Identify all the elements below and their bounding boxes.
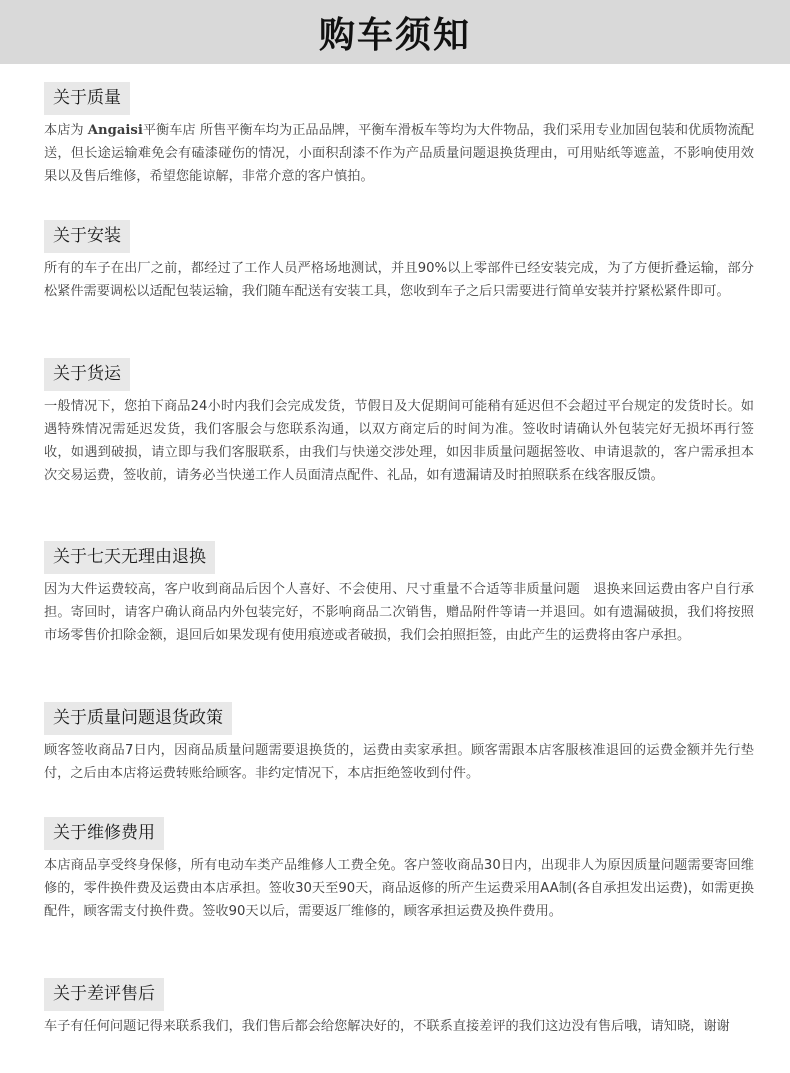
section-title: 关于货运 (44, 358, 130, 391)
page-header (0, 0, 790, 64)
section-title: 关于安装 (44, 220, 130, 253)
section-body: 一般情况下，您拍下商品24小时内我们会完成发货，节假日及大促期间可能稍有延迟但不会超过平台规定的发货时长。如遇特殊情况需延迟发货，我们客服会与您联系沟通，以双方商定后的时间为准。签收时请确认外包装完好无损坏再行签收，如遇到破损，请立即与我们客服联系，由我们与快递交涉处理，如因非质量问题据签收、申请退款的，客户需承担本次交易运费，签收前，请务必当快递工作人员面清点配件、礼品，如有遗漏请及时拍照联系在线客服反馈。 (44, 399, 754, 483)
section-negative-review (44, 978, 754, 1038)
page-title: 购车须知 (318, 14, 471, 56)
section-repair-fees (44, 817, 754, 923)
brand-name-cn: 平衡车店 (142, 123, 196, 138)
body-text: 所售平衡车均为正品品牌，平衡车滑板车等均为大件物品，我们采用专业加固包装和优质物流配送，但长途运输难免会有磕漆碰伤的情况，小面积刮漆不作为产品质量问题退换货理由，可用贴纸等遮盖，不影响使用效果以及售后维修，希望您能谅解，非常介意的客户慎拍。 (44, 123, 754, 184)
section-title: 关于差评售后 (44, 978, 164, 1011)
brand-name-latin: Angaisi (87, 123, 143, 138)
section-shipping (44, 358, 754, 487)
body-prefix: 本店为 (44, 123, 88, 138)
section-body: 所有的车子在出厂之前，都经过了工作人员严格场地测试，并且90%以上零部件已经安装完成，为了方便折叠运输，部分松紧件需要调松以适配包装运输，我们随车配送有安装工具，您收到车子之后只需要进行简单安装并拧紧松紧件即可。 (44, 261, 754, 299)
section-body: 车子有任何问题记得来联系我们，我们售后都会给您解决好的，不联系直接差评的我们这边没有售后哦，请知晓，谢谢 (44, 1019, 730, 1034)
section-body: 因为大件运费较高，客户收到商品后因个人喜好、不会使用、尺寸重量不合适等非质量问题 退换来回运费由客户自行承担。寄回时，请客户确认商品内外包装完好，不影响商品二次销售，赠品附件等请一并退回。如有遗漏破损，我们将按照市场零售价扣除金额，退回后如果发现有使用痕迹或者破损，我们会拍照拒签，由此产生的运费将由客户承担。 (44, 582, 754, 643)
section-body: 本店商品享受终身保修，所有电动车类产品维修人工费全免。客户签收商品30日内，出现非人为原因质量问题需要寄回维修的，零件换件费及运费由本店承担。签收30天至90天，商品返修的所产生运费采用AA制(各自承担发出运费)，如需更换配件，顾客需支付换件费。签收90天以后，需要返厂维修的，顾客承担运费及换件费用。 (44, 858, 754, 919)
section-body (44, 119, 754, 188)
section-title: 关于质量 (44, 82, 130, 115)
section-quality (44, 82, 754, 188)
section-installation (44, 220, 754, 303)
section-body: 顾客签收商品7日内，因商品质量问题需要退换货的，运费由卖家承担。顾客需跟本店客服核准退回的运费金额并先行垫付，之后由本店将运费转账给顾客。非约定情况下，本店拒绝签收到付件。 (44, 743, 754, 781)
section-quality-return-policy (44, 702, 754, 785)
section-title: 关于维修费用 (44, 817, 164, 850)
section-title: 关于七天无理由退换 (44, 541, 215, 574)
section-seven-day-return (44, 541, 754, 647)
section-title: 关于质量问题退货政策 (44, 702, 232, 735)
